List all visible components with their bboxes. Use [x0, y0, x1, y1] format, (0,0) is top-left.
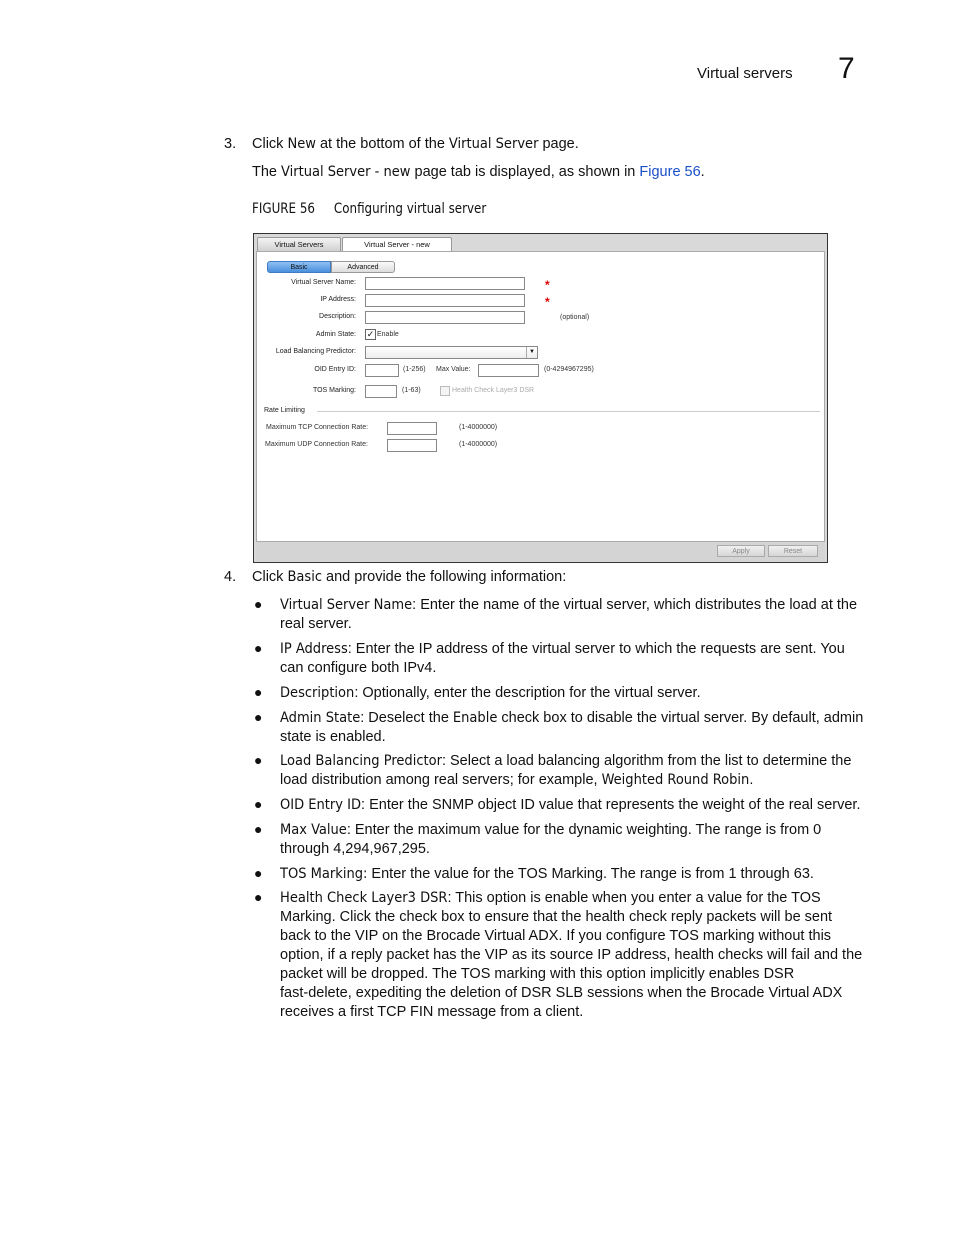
tos-marking-input[interactable] — [365, 385, 397, 398]
bullet-description: Description: Optionally, enter the description for the virtual server. — [280, 685, 701, 701]
bullet-icon: ● — [254, 821, 263, 837]
figure-caption: FIGURE 56 Configuring virtual server — [252, 201, 487, 217]
figure-56-link[interactable]: Figure 56 — [639, 164, 701, 180]
bullet-max-value: Max Value: Enter the maximum value for the dynamic weighting. The range is from 0 through 4,294,967,295. — [280, 822, 822, 857]
figure-screenshot — [253, 233, 828, 563]
new-term: New — [287, 136, 316, 152]
tab-virtual-servers[interactable]: Virtual Servers — [257, 237, 341, 251]
running-header-title: Virtual servers — [697, 65, 793, 82]
bullet-ip-address: IP Address: Enter the IP address of the virtual server to which the requests are sent. You can configure both IPv4. — [280, 641, 845, 676]
virtual-server-name-input[interactable] — [365, 277, 525, 290]
oid-range: (1-256) — [403, 366, 426, 373]
step-4-number: 4. — [224, 569, 237, 585]
bullet-icon: ● — [254, 796, 263, 812]
label-ip-address: IP Address: — [320, 296, 356, 303]
apply-button[interactable]: Apply — [717, 545, 765, 557]
rate-limiting-heading: Rate Limiting — [264, 407, 305, 414]
max-tcp-rate-input[interactable] — [387, 422, 437, 435]
chevron-down-icon[interactable]: ▼ — [526, 347, 537, 358]
bullet-icon: ● — [254, 752, 263, 768]
bullet-icon: ● — [254, 889, 263, 905]
step-3-result: The Virtual Server - new page tab is displayed, as shown in Figure 56. — [252, 164, 705, 180]
bullet-icon: ● — [254, 865, 263, 881]
bullet-icon: ● — [254, 596, 263, 612]
description-note: (optional) — [560, 314, 590, 321]
reset-button[interactable]: Reset — [768, 545, 818, 557]
label-max-tcp-rate: Maximum TCP Connection Rate: — [266, 424, 369, 431]
bullet-icon: ● — [254, 709, 263, 725]
virtual-server-term: Virtual Server — [448, 136, 539, 152]
enable-label: Enable — [377, 331, 399, 338]
button-bar — [256, 542, 825, 561]
bullet-oid-entry-id: OID Entry ID: Enter the SNMP object ID value that represents the weight of the real server. — [280, 797, 861, 813]
label-description: Description: — [319, 313, 356, 320]
subtab-basic[interactable]: Basic — [267, 261, 331, 273]
tab-term: Virtual Server - new — [281, 164, 411, 180]
label-virtual-server-name: Virtual Server Name: — [291, 279, 356, 286]
bullet-health-check: Health Check Layer3 DSR: This option is enable when you enter a value for the TOS Marking. Click the check box to ensure that the health check reply packets will be sent back to the VIP on the Brocade Virtual ADX. If you configure TOS marking without this option, if a reply packet has the VIP as its source IP address, health checks will fail and the packet will be dropped. The TOS marking with this option implicitly enables DSR fast-delete, expediting the deletion of DSR SLB sessions when the Brocade Virtual ADX receives a first TCP FIN message from a client. — [280, 890, 863, 1020]
max-range: (0-4294967295) — [544, 366, 594, 373]
bullet-tos-marking: TOS Marking: Enter the value for the TOS Marking. The range is from 1 through 63. — [280, 866, 814, 882]
chapter-number: 7 — [838, 52, 855, 85]
enable-checkbox[interactable]: ✓ — [366, 329, 375, 339]
max-udp-rate-input[interactable] — [387, 439, 437, 452]
ip-address-input[interactable] — [365, 294, 525, 307]
bullet-admin-state: Admin State: Deselect the Enable check box to disable the virtual server. By default, admin state is enabled. — [280, 710, 864, 745]
bullet-icon: ● — [254, 640, 263, 656]
step-3-number: 3. — [224, 136, 237, 152]
tcp-range: (1-4000000) — [459, 424, 498, 431]
form-panel — [256, 251, 825, 542]
step-4-text: Click Basic and provide the following information: — [252, 569, 567, 585]
bullet-load-balancing-predictor: Load Balancing Predictor: Select a load balancing algorithm from the list to determine the load distribution among real servers; for example, Weighted Round Robin. — [280, 753, 852, 788]
tos-range: (1-63) — [402, 387, 421, 394]
oid-entry-input[interactable] — [365, 364, 399, 377]
label-max-udp-rate: Maximum UDP Connection Rate: — [265, 441, 368, 448]
description-input[interactable] — [365, 311, 525, 324]
predictor-select[interactable] — [365, 346, 538, 359]
health-check-label: Health Check Layer3 DSR — [452, 387, 535, 394]
label-max-value: Max Value: — [436, 366, 471, 373]
max-value-input[interactable] — [478, 364, 539, 377]
health-check-checkbox[interactable] — [440, 386, 450, 396]
label-tos-marking: TOS Marking: — [312, 387, 356, 394]
label-oid-entry-id: OID Entry ID: — [314, 366, 356, 373]
label-load-balancing-predictor: Load Balancing Predictor: — [275, 348, 356, 355]
bullet-icon: ● — [254, 684, 263, 700]
step-3-text: Click New at the bottom of the Virtual Server page. — [252, 136, 579, 152]
label-admin-state: Admin State: — [315, 331, 356, 338]
udp-range: (1-4000000) — [459, 441, 498, 448]
required-star: * — [545, 278, 550, 292]
basic-term: Basic — [287, 569, 322, 585]
subtab-advanced[interactable]: Advanced — [331, 261, 395, 273]
bullet-virtual-server-name: Virtual Server Name: Enter the name of the virtual server, which distributes the load at the real server. — [280, 597, 858, 632]
section-divider — [317, 411, 820, 412]
required-star: * — [545, 295, 550, 309]
tab-virtual-server-new[interactable]: Virtual Server - new — [342, 237, 452, 252]
